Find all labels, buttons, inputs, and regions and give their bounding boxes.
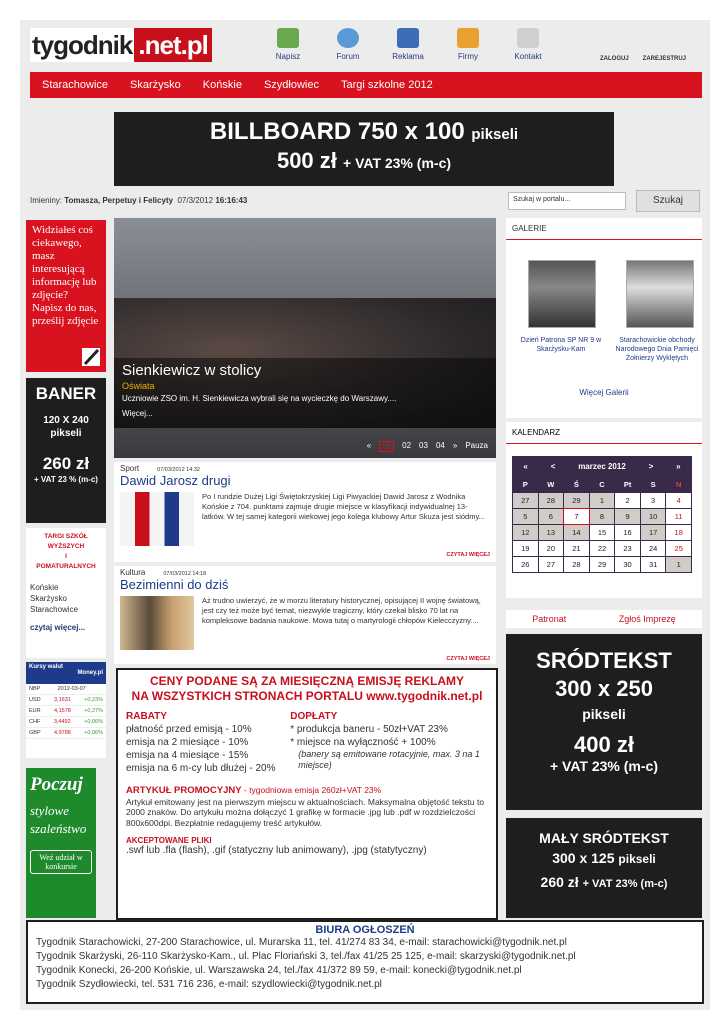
nav-skarzysko[interactable]: Skarżysko bbox=[130, 79, 181, 91]
news-slider[interactable] bbox=[114, 218, 496, 458]
article-title[interactable]: Dawid Jarosz drugi bbox=[120, 473, 231, 488]
calendar-grid bbox=[512, 476, 692, 573]
banner-unit: pikseli bbox=[50, 428, 82, 439]
report-news-banner[interactable] bbox=[26, 220, 106, 372]
nav-firmy[interactable] bbox=[438, 28, 498, 68]
ad-offices bbox=[26, 920, 704, 1004]
article-meta bbox=[114, 566, 496, 577]
currency-change: +0,06% bbox=[84, 730, 103, 736]
discount-item: emisja na 2 miesiące - 10% bbox=[126, 737, 249, 748]
calendar-day[interactable]: 4 bbox=[666, 493, 691, 508]
calendar-day[interactable]: 18 bbox=[666, 525, 691, 540]
targi-town: Skarżysko bbox=[30, 594, 67, 603]
currency-row bbox=[26, 684, 106, 695]
calendar-day[interactable]: 26 bbox=[513, 557, 538, 572]
currency-value: 3,4492 bbox=[53, 719, 71, 725]
currency-code: USD bbox=[29, 697, 41, 703]
maly-vat: + VAT 23% (m-c) bbox=[582, 878, 668, 890]
gallery-header: GALERIE bbox=[506, 218, 702, 240]
search-button[interactable]: Szukaj bbox=[636, 190, 700, 212]
calendar-dayname: W bbox=[539, 477, 564, 492]
calendar-day[interactable]: 20 bbox=[539, 541, 564, 556]
accepted-files bbox=[126, 836, 488, 856]
targi-sub1: WYŻSZYCH bbox=[47, 543, 85, 550]
calendar-day[interactable]: 29 bbox=[564, 493, 589, 508]
targi-town: Końskie bbox=[30, 583, 59, 592]
price-heading2: NA WSZYSTKICH STRONACH PORTALU www.tygodnik.net.pl bbox=[131, 689, 483, 703]
targi-towns bbox=[30, 582, 102, 615]
srodtekst-title: SRÓDTEKST bbox=[536, 648, 672, 673]
article-text: Aż trudno uwierzyć, że w morzu literatury historycznej, opisującej II wojnę światową, jest czy też może być temat, niezwykle tragiczny, który czekał blisko 70 lat na kompleksowe badania naukowe. Mowa tutaj o martyrologii chłopów Kielecczyzny.... bbox=[202, 596, 481, 625]
ad-offices-header: BIURA OGŁOSZEŃ bbox=[315, 924, 415, 936]
article-date: 07/03/2012 14:32 bbox=[157, 467, 200, 473]
promo-text: Artykuł emitowany jest na pierwszym miejscu w aktualnościach. Maksymalna objętość tekstu to 2000 znaków. Do artykułu można dołączyć 1 grafikę w formacie .jpg lub .pdf w rozdzielczości 800x600dpi. Bezpłatnie redagujemy treść artykułów. bbox=[126, 796, 485, 828]
article-category: Sport bbox=[120, 464, 140, 473]
gallery-box bbox=[506, 218, 702, 418]
login-link[interactable]: ZALOGUJ bbox=[600, 56, 629, 62]
discounts-col bbox=[126, 710, 280, 775]
poczuj-ad[interactable] bbox=[26, 768, 96, 918]
calendar-day[interactable]: 10 bbox=[641, 509, 666, 524]
logo-text-2: .net.pl bbox=[134, 28, 212, 62]
calendar-day[interactable]: 21 bbox=[564, 541, 589, 556]
discounts-header: RABATY bbox=[126, 711, 167, 722]
calendar-day[interactable]: 11 bbox=[666, 509, 691, 524]
article-more-link[interactable]: CZYTAJ WIĘCEJ bbox=[446, 552, 490, 558]
currency-value: 4,9788 bbox=[53, 730, 71, 736]
pager-pause[interactable]: Pauza bbox=[465, 441, 488, 450]
banner-vat: + VAT 23 % (m-c) bbox=[34, 475, 98, 484]
calendar-day[interactable]: 9 bbox=[615, 509, 640, 524]
nav-label: Firmy bbox=[458, 52, 478, 61]
gallery-thumb[interactable] bbox=[528, 260, 596, 328]
calendar-dayname: N bbox=[666, 477, 691, 492]
maly-unit: pikseli bbox=[618, 852, 656, 866]
article-category: Kultura bbox=[120, 568, 146, 577]
article-text: Po I rundzie Dużej Ligi Świętokrzyskiej Ligi Piwyackiej Dawid Jarosz z Wodnika Końskie z 704. punktami zajmuje drugie miejsce w klasyfikacji indywidualnej 13-latków. W tej samej kategorii wiekowej jego kolega klubowy Artur Skuza jest siódmy... bbox=[202, 492, 485, 521]
billboard-price-value: 500 zł bbox=[276, 148, 337, 173]
slider-caption bbox=[114, 358, 496, 428]
calendar-day[interactable]: 30 bbox=[615, 557, 640, 572]
currency-header bbox=[26, 662, 106, 684]
pager-prev[interactable]: « bbox=[366, 441, 372, 450]
billboard-dim: BILLBOARD 750 x 100 bbox=[209, 118, 465, 145]
article-date: 07/03/2012 14:18 bbox=[163, 571, 207, 577]
calendar-dayname: Pt bbox=[615, 477, 640, 492]
maly-size-line bbox=[506, 850, 702, 866]
nav-forum[interactable] bbox=[318, 28, 378, 68]
calendar-day[interactable]: 13 bbox=[539, 525, 564, 540]
calendar-day[interactable]: 12 bbox=[513, 525, 538, 540]
currency-code: NBP bbox=[29, 686, 41, 692]
maly-title: MAŁY SRÓDTEKST bbox=[539, 830, 669, 846]
billboard-ad bbox=[114, 112, 614, 186]
currency-code: CHF bbox=[29, 719, 41, 725]
submit-event-link[interactable]: Zgłoś Imprezę bbox=[618, 614, 676, 624]
billboard-unit: pikseli bbox=[471, 126, 519, 143]
article-item bbox=[114, 462, 496, 562]
calendar-day[interactable]: 29 bbox=[590, 557, 615, 572]
register-link[interactable]: ZAREJESTRUJ bbox=[642, 56, 687, 62]
surcharge-note: (banery są emitowane rotacyjnie, max. 3 na 1 miejsce) bbox=[298, 749, 480, 770]
banner-size-block bbox=[26, 414, 106, 440]
accepted-files-text: .swf lub .fla (flash), .gif (statyczny lub animowany), .jpg (statytyczny) bbox=[126, 845, 427, 856]
top-nav bbox=[258, 28, 558, 68]
surcharges-header: DOPŁATY bbox=[290, 711, 338, 722]
current-date: 07/3/2012 bbox=[177, 196, 214, 205]
slider-pager bbox=[367, 441, 488, 452]
pager-item[interactable]: 03 bbox=[419, 441, 428, 450]
gallery-thumb[interactable] bbox=[626, 260, 694, 328]
calendar-day[interactable]: 25 bbox=[666, 541, 691, 556]
pager-next[interactable]: » bbox=[452, 441, 458, 450]
maly-price-line bbox=[506, 874, 702, 890]
calendar-day[interactable]: 3 bbox=[641, 493, 666, 508]
calendar bbox=[512, 456, 692, 573]
surcharges-col bbox=[290, 710, 488, 775]
nav-label: Reklama bbox=[392, 52, 424, 61]
calendar-prev-year[interactable]: « bbox=[523, 461, 528, 471]
nav-starachowice[interactable]: Starachowice bbox=[42, 79, 109, 91]
article-body bbox=[114, 592, 496, 654]
calendar-header: KALENDARZ bbox=[506, 422, 702, 444]
gallery-caption[interactable]: Starachowickie obchody Narodowego Dnia Pamięci Żołnierzy Wyklętych bbox=[615, 337, 699, 362]
mail-icon bbox=[517, 28, 539, 48]
slider-more-link[interactable]: Więcej... bbox=[122, 409, 153, 418]
currency-widget bbox=[26, 662, 106, 758]
calendar-day[interactable]: 15 bbox=[590, 525, 615, 540]
banner-ad bbox=[26, 378, 106, 523]
currency-row bbox=[26, 728, 106, 739]
discount-item: emisja na 4 miesiące - 15% bbox=[126, 750, 249, 761]
srodtekst-ad bbox=[506, 634, 702, 810]
article-item bbox=[114, 566, 496, 664]
targi-more-link[interactable]: czytaj więcej... bbox=[30, 623, 86, 632]
calendar-dayname: C bbox=[590, 477, 615, 492]
discount-item: emisja na 6 m-cy lub dłużej - 20% bbox=[126, 763, 276, 774]
gallery-more-link[interactable]: Więcej Galerii bbox=[579, 388, 629, 397]
billboard-price bbox=[114, 148, 614, 174]
poczuj-title: Poczuj bbox=[30, 774, 83, 795]
calendar-dayname: P bbox=[513, 477, 538, 492]
calendar-next-year[interactable]: » bbox=[676, 461, 681, 471]
billboard-vat: + VAT 23% (m-c) bbox=[343, 155, 452, 171]
nav-napisz[interactable] bbox=[258, 28, 318, 68]
promo-header: ARTYKUŁ PROMOCYJNY bbox=[126, 785, 242, 796]
poczuj-sub: stylowe szaleństwo bbox=[30, 803, 87, 836]
billboard-size bbox=[114, 118, 614, 146]
calendar-prev-month[interactable]: < bbox=[550, 461, 556, 471]
nameday-label: Imieniny: bbox=[30, 196, 63, 205]
office-line: Tygodnik Starachowicki, 27-200 Starachowice, ul. Murarska 11, tel. 41/274 83 34, e-mail: starachowicki@tygodnik.net.pl bbox=[36, 937, 567, 948]
patronat-link[interactable]: Patronat bbox=[532, 614, 567, 624]
currency-value: 4,1578 bbox=[53, 708, 71, 714]
nav-reklama[interactable] bbox=[378, 28, 438, 68]
calendar-day[interactable]: 19 bbox=[513, 541, 538, 556]
calendar-day[interactable]: 17 bbox=[641, 525, 666, 540]
calendar-nav bbox=[512, 456, 692, 476]
office-line: Tygodnik Szydłowiecki, tel. 531 716 236, e-mail: szydlowiecki@tygodnik.net.pl bbox=[36, 979, 382, 990]
site-logo[interactable] bbox=[30, 28, 230, 62]
calendar-dayname: S bbox=[641, 477, 666, 492]
currency-row bbox=[26, 706, 106, 717]
report-news-text: Widziałeś coś ciekawego, masz interesującą informację lub zdjęcie? Napisz do nas, prześlij zdjęcie bbox=[32, 224, 99, 327]
maly-srodtekst-ad bbox=[506, 818, 702, 918]
nav-szydlowiec[interactable]: Szydłowiec bbox=[263, 79, 319, 91]
calendar-box bbox=[506, 422, 702, 598]
calendar-day[interactable]: 1 bbox=[666, 557, 691, 572]
surcharge-item: * produkcja baneru - 50zł+VAT 23% bbox=[290, 724, 448, 735]
pager-item[interactable]: 02 bbox=[402, 441, 412, 450]
article-body bbox=[114, 488, 496, 550]
calendar-day[interactable]: 24 bbox=[641, 541, 666, 556]
promo-sub: - tygodniowa emisja 260zł+VAT 23% bbox=[243, 785, 382, 795]
srodtekst-unit: pikseli bbox=[582, 706, 626, 722]
article-thumbnail[interactable] bbox=[120, 492, 194, 546]
srodtekst-vat: + VAT 23% (m-c) bbox=[549, 758, 658, 774]
nav-targi[interactable]: Targi szkolne 2012 bbox=[340, 79, 433, 91]
maly-size: 300 x 125 bbox=[552, 850, 615, 866]
price-columns bbox=[126, 710, 488, 775]
slider-headline[interactable]: Sienkiewicz w stolicy bbox=[122, 362, 262, 379]
article-meta bbox=[114, 462, 496, 473]
currency-row bbox=[26, 695, 106, 706]
map-icon bbox=[457, 28, 479, 48]
pager-item[interactable]: 01 bbox=[379, 441, 394, 452]
calendar-day[interactable]: 28 bbox=[539, 493, 564, 508]
currency-provider: Money.pl bbox=[77, 670, 103, 676]
ad-icon bbox=[397, 28, 419, 48]
main-nav bbox=[30, 72, 702, 98]
article-title[interactable]: Bezimienni do dziś bbox=[120, 577, 229, 592]
maly-price: 260 zł bbox=[540, 874, 579, 890]
gallery-caption[interactable]: Dzień Patrona SP NR 9 w Skarżysku-Kam bbox=[520, 337, 602, 353]
article-more-link[interactable]: CZYTAJ WIĘCEJ bbox=[446, 656, 490, 662]
write-icon bbox=[277, 28, 299, 48]
currency-change: +0,27% bbox=[84, 708, 103, 714]
currency-row bbox=[26, 717, 106, 728]
page bbox=[20, 20, 710, 1010]
price-box bbox=[116, 668, 498, 920]
calendar-day[interactable]: 8 bbox=[590, 509, 615, 524]
targi-title: TARGI SZKÓŁ bbox=[44, 533, 88, 540]
calendar-month: marzec 2012 bbox=[578, 461, 626, 471]
pager-item[interactable]: 04 bbox=[435, 441, 445, 450]
search-input[interactable]: Szukaj w portalu... bbox=[508, 192, 626, 210]
account-links bbox=[600, 56, 686, 62]
calendar-day[interactable]: 27 bbox=[513, 493, 538, 508]
calendar-day[interactable]: 23 bbox=[615, 541, 640, 556]
logo-text-1: tygodnik bbox=[32, 30, 133, 60]
nav-kontakt[interactable] bbox=[498, 28, 558, 68]
article-thumbnail[interactable] bbox=[120, 596, 194, 650]
office-line: Tygodnik Skarżyski, 26-110 Skarżysko-Kam., ul. Plac Floriański 3, tel./fax 41/25 25 125, e-mail: skarzyski@tygodnik.net.pl bbox=[36, 951, 576, 962]
srodtekst-price: 400 zł bbox=[574, 732, 634, 757]
currency-code: GBP bbox=[29, 730, 41, 736]
banner-size: 120 X 240 bbox=[43, 415, 89, 426]
banner-title: BANER bbox=[35, 384, 97, 403]
targi-sub3: POMATURALNYCH bbox=[36, 563, 96, 570]
currency-value: 2012-03-07 bbox=[57, 686, 86, 692]
price-heading1: CENY PODANE SĄ ZA MIESIĘCZNĄ EMISJĘ REKLAMY bbox=[149, 674, 465, 688]
targi-sub2: I bbox=[65, 553, 67, 560]
calendar-day[interactable]: 2 bbox=[615, 493, 640, 508]
currency-value: 3,1631 bbox=[53, 697, 71, 703]
promo-article bbox=[126, 785, 488, 828]
currency-title: Kursy walut bbox=[29, 664, 64, 670]
calendar-day-today[interactable]: 7 bbox=[564, 509, 589, 524]
nav-label: Napisz bbox=[275, 52, 301, 61]
calendar-next-month[interactable]: > bbox=[648, 461, 654, 471]
forum-icon bbox=[337, 28, 359, 48]
accepted-files-header: AKCEPTOWANE PLIKI bbox=[126, 836, 212, 845]
calendar-day[interactable]: 16 bbox=[615, 525, 640, 540]
nav-label: Forum bbox=[336, 52, 360, 61]
calendar-day[interactable]: 14 bbox=[564, 525, 589, 540]
calendar-dayname: Ś bbox=[564, 477, 589, 492]
calendar-day[interactable]: 27 bbox=[539, 557, 564, 572]
targi-town: Starachowice bbox=[30, 605, 79, 614]
srodtekst-size: 300 x 250 bbox=[555, 676, 653, 701]
patronat-bar bbox=[506, 610, 702, 628]
discount-item: płatność przed emisją - 10% bbox=[126, 724, 252, 735]
targi-box[interactable] bbox=[26, 528, 106, 658]
currency-change: +0,06% bbox=[84, 719, 103, 725]
calendar-day[interactable]: 5 bbox=[513, 509, 538, 524]
surcharge-item: * miejsce na wyłączność + 100% bbox=[290, 737, 436, 748]
office-line: Tygodnik Konecki, 26-200 Końskie, ul. Warszawska 24, tel./fax 41/372 89 59, e-mail: konecki@tygodnik.net.pl bbox=[36, 965, 522, 976]
currency-change: +0,23% bbox=[84, 697, 103, 703]
slider-category: Oświata bbox=[122, 381, 155, 391]
nameday-names: Tomasza, Perpetuy i Felicyty bbox=[64, 196, 174, 205]
poczuj-button[interactable]: Weź udział w konkursie bbox=[30, 850, 92, 874]
calendar-day[interactable]: 22 bbox=[590, 541, 615, 556]
nav-konskie[interactable]: Końskie bbox=[202, 79, 242, 91]
slider-lead: Uczniowie ZSO im. H. Sienkiewicza wybrali się na wycieczkę do Warszawy.... bbox=[122, 394, 397, 403]
calendar-day[interactable]: 1 bbox=[590, 493, 615, 508]
calendar-day[interactable]: 31 bbox=[641, 557, 666, 572]
currency-code: EUR bbox=[29, 708, 41, 714]
date-bar bbox=[30, 190, 500, 212]
calendar-day[interactable]: 6 bbox=[539, 509, 564, 524]
nav-label: Kontakt bbox=[514, 52, 542, 61]
banner-price: 260 zł bbox=[42, 454, 90, 473]
current-time: 16:16:43 bbox=[215, 196, 248, 205]
calendar-day[interactable]: 28 bbox=[564, 557, 589, 572]
pen-icon bbox=[80, 346, 102, 368]
